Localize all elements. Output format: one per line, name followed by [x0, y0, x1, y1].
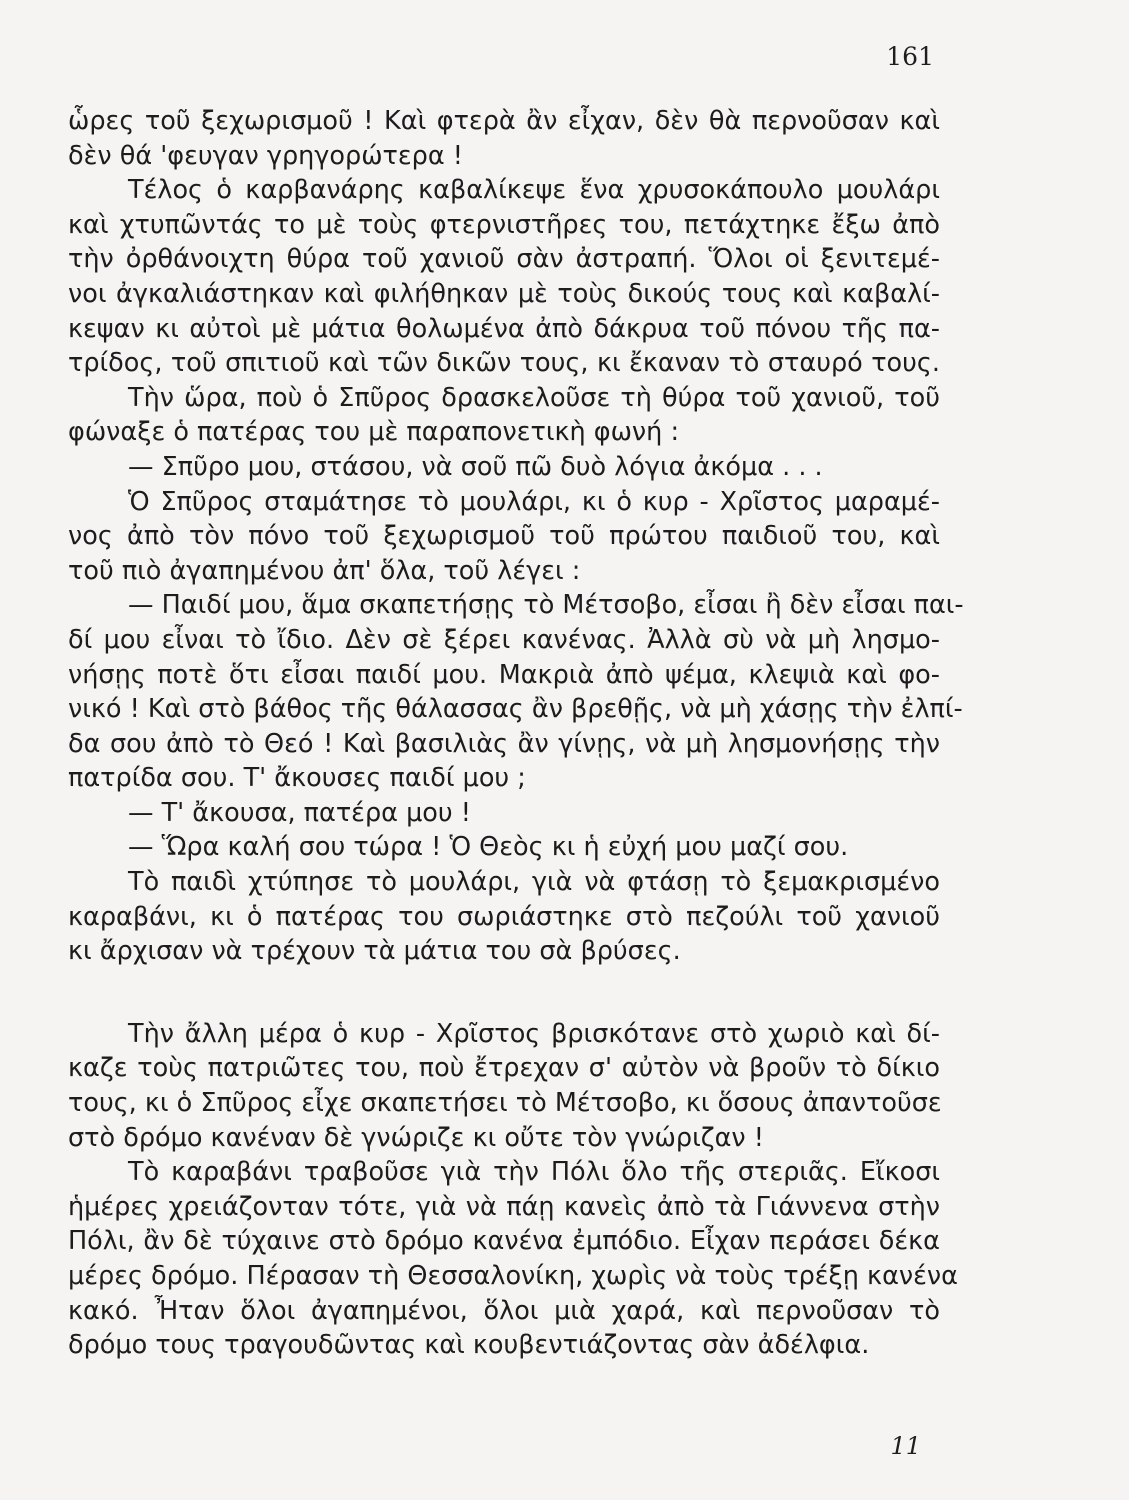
paragraph-1 [68, 104, 964, 969]
text-line: στὸ δρόμο κανέναν δὲ γνώριζε κι οὔτε τὸν γνώριζαν ! [68, 1122, 764, 1153]
text-line: τοῦ πιὸ ἀγαπημένου ἀπ' ὅλα, τοῦ λέγει : [68, 555, 581, 586]
text-line: νοι ἀγκαλιάστηκαν καὶ φιλήθηκαν μὲ τοὺς δικούς τους καὶ καβαλί- [68, 278, 940, 309]
text-line: Τὸ καραβάνι τραβοῦσε γιὰ τὴν Πόλι ὅλο τῆς στεριᾶς. Εἴκοσι [128, 1157, 940, 1188]
text-line: ὧρες τοῦ ξεχωρισμοῦ ! Καὶ φτερὰ ἂν εἶχαν, δὲν θὰ περνοῦσαν καὶ [68, 106, 940, 136]
text-line: Τὴν ἄλλη μέρα ὁ κυρ - Χρῖστος βρισκότανε στὸ χωριὸ καὶ δί- [128, 1018, 940, 1049]
paragraph-2 [68, 1017, 958, 1363]
text-line: τους, κι ὁ Σπῦρος εἶχε σκαπετήσει τὸ Μέτσοβο, κι ὅσους ἀπαντοῦσε [68, 1088, 942, 1119]
text-line: νικό ! Καὶ στὸ βάθος τῆς θάλασσας ἂν βρεθῇς, νὰ μὴ χάσῃς τὴν ἐλπί- [68, 694, 963, 725]
text-line: καραβάνι, κι ὁ πατέρας του σωριάστηκε στὸ πεζούλι τοῦ χανιοῦ [68, 901, 940, 932]
text-line: τρίδος, τοῦ σπιτιοῦ καὶ τῶν δικῶν τους, κι ἔκαναν τὸ σταυρό τους. [68, 348, 940, 379]
text-line: καζε τοὺς πατριῶτες του, ποὺ ἔτρεχαν σ' αὐτὸν νὰ βροῦν τὸ δίκιο [68, 1053, 940, 1084]
text-line: κακό. Ἦταν ὅλοι ἀγαπημένοι, ὅλοι μιὰ χαρά, καὶ περνοῦσαν τὸ [68, 1295, 940, 1326]
page-number: 161 [886, 42, 934, 71]
dialogue-line: — Τ' ἄκουσα, πατέρα μου ! [128, 797, 471, 828]
body-text [68, 104, 964, 1363]
signature-mark: 11 [890, 1432, 921, 1460]
text-line: νος ἀπὸ τὸν πόνο τοῦ ξεχωρισμοῦ τοῦ πρώτου παιδιοῦ του, καὶ [68, 521, 940, 552]
text-line: ἡμέρες χρειάζονταν τότε, γιὰ νὰ πάῃ κανεὶς ἀπὸ τὰ Γιάννενα στὴν [68, 1191, 940, 1222]
text-line: τὴν ὀρθάνοιχτη θύρα τοῦ χανιοῦ σὰν ἀστραπή. Ὅλοι οἱ ξενιτεμέ- [68, 244, 940, 275]
text-line: νήσῃς ποτὲ ὅτι εἶσαι παιδί μου. Μακριὰ ἀπὸ ψέμα, κλεψιὰ καὶ φο- [68, 659, 940, 690]
text-line: δρόμο τους τραγουδῶντας καὶ κουβεντιάζοντας σὰν ἀδέλφια. [68, 1330, 870, 1361]
text-line: κι ἄρχισαν νὰ τρέχουν τὰ μάτια του σὰ βρύσες. [68, 936, 681, 967]
dialogue-line: — Σπῦρο μου, στάσου, νὰ σοῦ πῶ δυὸ λόγια ἀκόμα . . . [128, 451, 823, 482]
text-line: μέρες δρόμο. Πέρασαν τὴ Θεσσαλονίκη, χωρὶς νὰ τοὺς τρέξῃ κανένα [68, 1261, 958, 1291]
text-line: δα σου ἀπὸ τὸ Θεό ! Καὶ βασιλιὰς ἂν γίνῃς, νὰ μὴ λησμονήσῃς τὴν [68, 728, 940, 759]
text-line: Ὁ Σπῦρος σταμάτησε τὸ μουλάρι, κι ὁ κυρ - Χρῖστος μαραμέ- [128, 486, 940, 517]
text-line: Τὴν ὥρα, ποὺ ὁ Σπῦρος δρασκελοῦσε τὴ θύρα τοῦ χανιοῦ, τοῦ [128, 382, 940, 413]
text-line: δὲν θά 'φευγαν γρηγορώτερα ! [68, 140, 464, 171]
text-line: πατρίδα σου. Τ' ἄκουσες παιδί μου ; [68, 763, 526, 794]
dialogue-line: — Παιδί μου, ἅμα σκαπετήσῃς τὸ Μέτσοβο, εἶσαι ἢ δὲν εἶσαι παι- [128, 590, 964, 621]
text-line: φώναξε ὁ πατέρας του μὲ παραπονετικὴ φωνή : [68, 417, 680, 448]
text-line: Τὸ παιδὶ χτύπησε τὸ μουλάρι, γιὰ νὰ φτάσῃ τὸ ξεμακρισμένο [128, 867, 940, 898]
text-line: δί μου εἶναι τὸ ἴδιο. Δὲν σὲ ξέρει κανένας. Ἀλλὰ σὺ νὰ μὴ λησμο- [68, 624, 940, 655]
text-line: κεψαν κι αὐτοὶ μὲ μάτια θολωμένα ἀπὸ δάκρυα τοῦ πόνου τῆς πα- [68, 313, 940, 344]
text-line: Τέλος ὁ καρβανάρης καβαλίκεψε ἕνα χρυσοκάπουλο μουλάρι [128, 175, 940, 206]
text-line: Πόλι, ἂν δὲ τύχαινε στὸ δρόμο κανένα ἐμπόδιο. Εἶχαν περάσει δέκα [68, 1226, 940, 1257]
section-gap [68, 969, 940, 1017]
dialogue-line: — Ὥρα καλή σου τώρα ! Ὁ Θεὸς κι ἡ εὐχή μου μαζί σου. [128, 832, 849, 863]
text-line: καὶ χτυπῶντάς το μὲ τοὺς φτερνιστῆρες του, πετάχτηκε ἔξω ἀπὸ [68, 209, 940, 240]
